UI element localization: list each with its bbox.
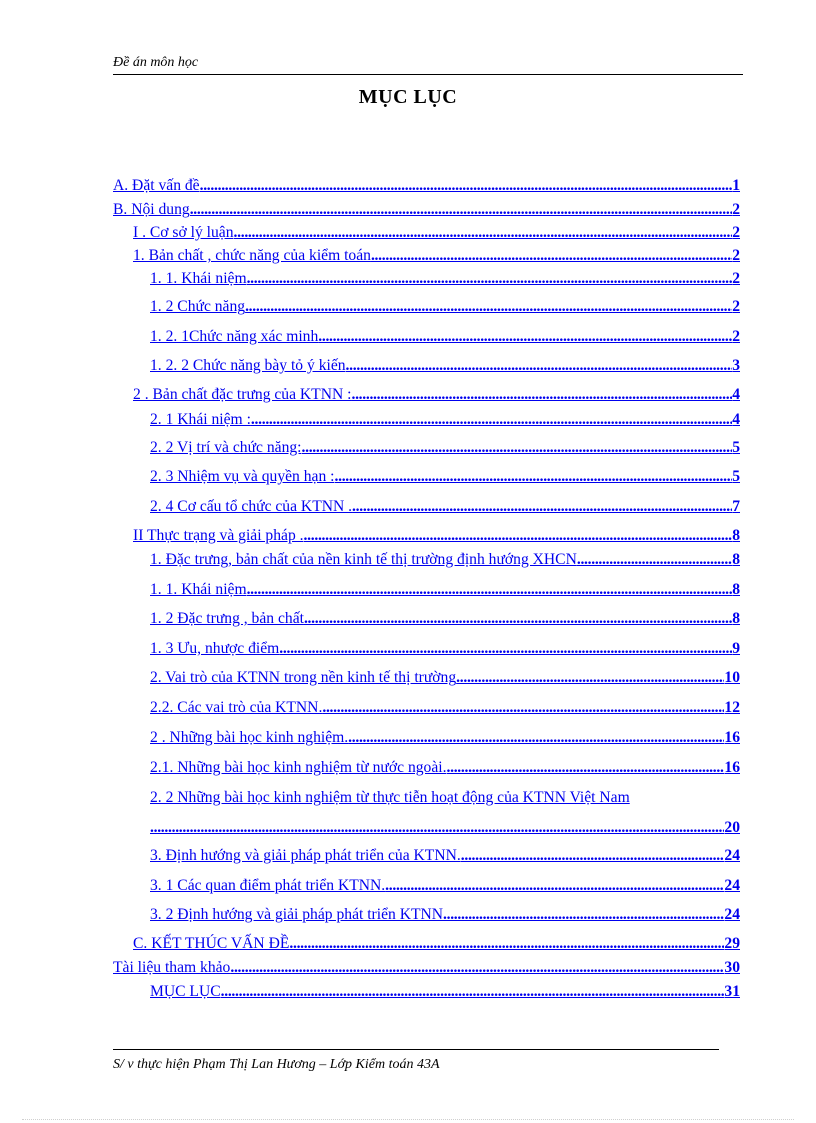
toc-entry-label: 1. 1. Khái niệm [150, 270, 247, 287]
toc-page-number: 24 [724, 906, 740, 923]
toc-page-number: 1 [732, 177, 740, 194]
toc-page-number: 2 [732, 328, 740, 345]
toc-leader [461, 846, 725, 866]
footer-divider [113, 1049, 719, 1050]
toc-entry-label: 1. 2 Đặc trưng , bản chất [150, 610, 304, 627]
toc-entry-2-3-nhiem-vu[interactable] [150, 467, 740, 487]
toc-entry-2-2-cac-vai-tro[interactable] [150, 698, 740, 718]
toc-entry-co-so-ly-luan[interactable] [133, 223, 740, 243]
toc-entry-1-3-uu-nhuoc-diem[interactable] [150, 639, 740, 659]
toc-entry-label: 2. 1 Khái niệm : [150, 411, 251, 428]
toc-page-number: 2 [732, 270, 740, 287]
toc-entry-label: 2 . Những bài học kinh nghiệm. [150, 729, 349, 746]
toc-leader [322, 698, 724, 718]
toc-leader [348, 728, 724, 748]
toc-page-number: 30 [724, 959, 740, 976]
toc-entry-label: 1. 2. 2 Chức năng bày tỏ ý kiến [150, 357, 346, 374]
toc-leader [279, 639, 732, 659]
toc-entry-label: 1. Bản chất , chức năng của kiểm toán [133, 247, 371, 264]
toc-leader [289, 934, 724, 954]
toc-leader [352, 497, 732, 517]
page-edge [22, 1119, 794, 1120]
toc-entry-1-2-chuc-nang[interactable] [150, 297, 740, 317]
toc-entry-thuc-trang[interactable] [133, 526, 740, 546]
toc-entry-label: I . Cơ sở lý luận [133, 224, 234, 241]
toc-entry-2-2-vi-tri[interactable] [150, 438, 740, 458]
toc-page-number: 3 [732, 357, 740, 374]
toc-entry-2-2-bai-hoc-viet-nam[interactable] [150, 787, 740, 839]
toc-entry-2-1-bai-hoc-nuoc-ngoai[interactable] [150, 758, 740, 778]
toc-leader [385, 876, 724, 896]
toc-page-number: 5 [732, 468, 740, 485]
toc-entry-label: 2 . Bản chất đặc trưng của KTNN : [133, 386, 352, 403]
toc-entry-label: 2.2. Các vai trò của KTNN. [150, 699, 323, 716]
toc-page-number: 16 [724, 729, 740, 746]
toc-entry-2-4-co-cau[interactable] [150, 497, 740, 517]
toc-leader [346, 356, 733, 376]
toc-leader [245, 297, 732, 317]
toc-entry-muc-luc[interactable] [150, 982, 740, 1002]
toc-page-number: 24 [724, 847, 740, 864]
toc-leader [247, 580, 733, 600]
toc-page-number: 31 [724, 983, 740, 1000]
toc-leader [190, 200, 733, 220]
toc-entry-2-ban-chat-ktnn[interactable] [133, 385, 740, 405]
toc-entry-continuation [150, 817, 740, 839]
toc-entry-1-2-2-bay-to-y-kien[interactable] [150, 356, 740, 376]
toc-entry-label: C. KẾT THÚC VẤN ĐỀ [133, 935, 290, 952]
toc-entry-label: 2. 2 Vị trí và chức năng: [150, 439, 302, 456]
toc-page-number: 8 [732, 527, 740, 544]
toc-entry-tai-lieu[interactable] [113, 958, 740, 978]
toc-leader [304, 526, 733, 546]
toc-entry-3-dinh-huong[interactable] [150, 846, 740, 866]
toc-page-number: 16 [724, 759, 740, 776]
toc-entry-ket-thuc[interactable] [133, 934, 740, 954]
toc-entry-1-1-khai-niem-b[interactable] [150, 580, 740, 600]
toc-leader [456, 668, 724, 688]
toc-page-number: 12 [724, 699, 740, 716]
toc-entry-label: 1. 2 Chức năng [150, 298, 246, 315]
toc-entry-3-1-quan-diem[interactable] [150, 876, 740, 896]
toc-entry-label: 3. 1 Các quan điểm phát triển KTNN. [150, 877, 386, 894]
toc-page-number: 29 [724, 935, 740, 952]
toc-page-number: 8 [732, 581, 740, 598]
toc-entry-ban-chat-chuc-nang[interactable] [133, 246, 740, 266]
toc-entry-dat-van-de[interactable] [113, 176, 740, 196]
toc-leader [200, 176, 733, 196]
toc-entry-label: 1. Đặc trưng, bản chất của nền kinh tế thị trường định hướng XHCN [150, 551, 577, 568]
toc-entry-noi-dung[interactable] [113, 200, 740, 220]
toc-leader [251, 410, 732, 430]
toc-leader [304, 609, 732, 629]
toc-page-number: 9 [732, 640, 740, 657]
toc-entry-label: 2. 3 Nhiệm vụ và quyền hạn : [150, 468, 335, 485]
toc-entry-label: II Thực trạng và giải pháp . [133, 527, 304, 544]
toc-entry-label: 3. Định hướng và giải pháp phát triển của KTNN. [150, 847, 461, 864]
toc-entry-2-vai-tro[interactable] [150, 668, 740, 688]
toc-leader [234, 223, 733, 243]
toc-page-number: 2 [732, 298, 740, 315]
toc-entry-1-2-1-xac-minh[interactable] [150, 327, 740, 347]
toc-page-number: 2 [732, 224, 740, 241]
toc-entry-1-1-khai-niem[interactable] [150, 269, 740, 289]
toc-entry-label: 1. 1. Khái niệm [150, 581, 247, 598]
toc-leader [221, 982, 725, 1002]
toc-entry-label: MỤC LỤC [150, 983, 221, 1000]
toc-leader [247, 269, 733, 289]
toc-page-number: 5 [732, 439, 740, 456]
toc-entry-label: Tài liệu tham khảo [113, 959, 231, 976]
toc-page-number: 10 [724, 669, 740, 686]
toc-entry-label: 1. 3 Ưu, nhược điểm [150, 640, 280, 657]
toc-page-number: 4 [732, 411, 740, 428]
toc-leader [447, 758, 725, 778]
toc-leader [230, 958, 724, 978]
toc-entry-label: 3. 2 Định hướng và giải pháp phát triển KTNN [150, 906, 443, 923]
toc-entry-1-2-dac-trung[interactable] [150, 609, 740, 629]
toc-entry-label: 2. 2 Những bài học kinh nghiệm từ thực tiễn hoạt động của KTNN Việt Nam [150, 789, 630, 806]
toc-leader [443, 905, 724, 925]
toc-entry-3-2-giai-phap[interactable] [150, 905, 740, 925]
toc-entry-label: 2. Vai trò của KTNN trong nền kinh tế thị trường [150, 669, 457, 686]
page-footer: S/ v thực hiện Phạm Thị Lan Hương – Lớp Kiểm toán 43A [113, 1057, 440, 1072]
toc-entry-2-bai-hoc[interactable] [150, 728, 740, 748]
toc-page-number: 7 [732, 498, 740, 515]
page-header: Đề án môn học [113, 54, 743, 75]
toc-entry-label: A. Đặt vấn đề [113, 177, 200, 194]
toc-leader [371, 246, 732, 266]
toc-page-number: 20 [724, 819, 740, 836]
toc-leader [318, 327, 732, 347]
toc-leader [335, 467, 733, 487]
toc-entry-label: 2. 4 Cơ cấu tổ chức của KTNN . [150, 498, 353, 515]
page-title: MỤC LỤC [358, 86, 458, 108]
toc-entry-label: B. Nội dung [113, 201, 190, 218]
toc-page-number: 2 [732, 247, 740, 264]
toc-page-number: 2 [732, 201, 740, 218]
toc-entry-label: 1. 2. 1Chức năng xác minh [150, 328, 319, 345]
toc-leader [150, 817, 724, 839]
toc-leader [577, 550, 732, 570]
toc-entry-2-1-khai-niem[interactable] [150, 410, 740, 430]
toc-page-number: 8 [732, 551, 740, 568]
toc-leader [351, 385, 732, 405]
toc-entry-label: 2.1. Những bài học kinh nghiệm từ nước ngoài. [150, 759, 447, 776]
toc-page-number: 24 [724, 877, 740, 894]
toc-page-number: 8 [732, 610, 740, 627]
toc-page-number: 4 [732, 386, 740, 403]
toc-entry-dac-trung-ban-chat[interactable] [150, 550, 740, 570]
toc-leader [302, 438, 733, 458]
